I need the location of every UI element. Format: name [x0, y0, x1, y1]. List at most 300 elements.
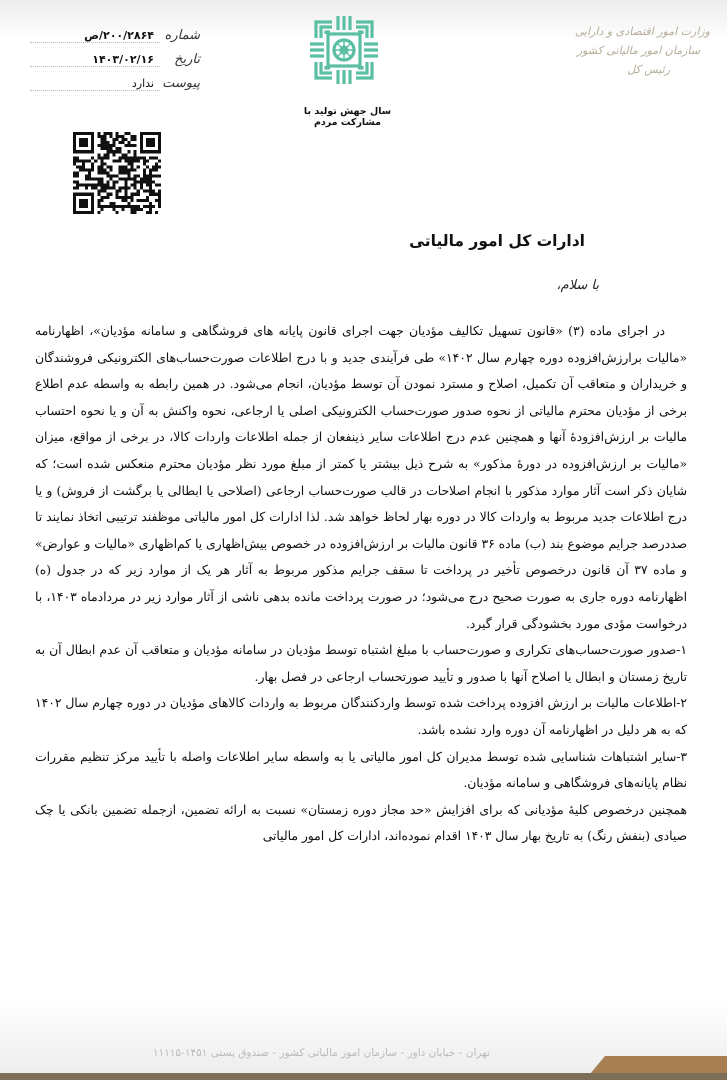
- qr-module: [125, 205, 128, 208]
- qr-module: [103, 187, 106, 190]
- year-slogan: سال جهش تولید با مشارکت مردم: [303, 106, 392, 128]
- qr-module: [106, 156, 109, 159]
- qr-module: [100, 196, 103, 199]
- qr-module: [112, 184, 115, 187]
- qr-module: [122, 135, 125, 138]
- qr-module: [112, 138, 115, 141]
- qr-module: [76, 181, 79, 184]
- qr-module: [103, 132, 106, 135]
- qr-module: [134, 178, 137, 181]
- qr-module: [149, 175, 152, 178]
- qr-module: [82, 159, 85, 162]
- qr-module: [103, 135, 106, 138]
- qr-module: [109, 144, 112, 147]
- qr-module: [152, 193, 155, 196]
- qr-module: [122, 165, 125, 168]
- qr-module: [106, 132, 109, 135]
- letter-number-label: شماره: [164, 28, 200, 43]
- body-paragraph-guarantee: همچنین درخصوص کلیهٔ مؤدیانی که برای افزایش «حد مجاز دوره زمستان» نسبت به ارائه تضمین، ازجمله تضمین بانکی یا چک صیادی (بنفش رنگ) به تاریخ بهار سال ۱۴۰۳ اقدام نموده‌اند، ادارات کل امور مالیاتی: [35, 802, 687, 844]
- qr-module: [91, 156, 94, 159]
- qr-module: [158, 165, 161, 168]
- qr-module: [134, 144, 137, 147]
- qr-module: [103, 184, 106, 187]
- qr-module: [73, 171, 76, 174]
- qr-module: [112, 141, 115, 144]
- qr-module: [112, 144, 115, 147]
- qr-module: [143, 156, 146, 159]
- qr-module: [146, 178, 149, 181]
- qr-module: [149, 184, 152, 187]
- qr-module: [94, 184, 97, 187]
- qr-module: [106, 171, 109, 174]
- qr-module: [100, 156, 103, 159]
- addressee: ادارات کل امور مالیاتی: [409, 232, 585, 250]
- qr-module: [119, 147, 122, 150]
- qr-module: [100, 190, 103, 193]
- qr-module: [103, 171, 106, 174]
- qr-module: [146, 190, 149, 193]
- qr-module: [73, 175, 76, 178]
- qr-module: [100, 144, 103, 147]
- qr-module: [97, 165, 100, 168]
- qr-module: [158, 190, 161, 193]
- qr-module: [76, 171, 79, 174]
- qr-module: [152, 156, 155, 159]
- qr-module: [143, 162, 146, 165]
- qr-module: [128, 159, 131, 162]
- qr-module: [103, 168, 106, 171]
- qr-module: [97, 190, 100, 193]
- qr-module: [158, 193, 161, 196]
- qr-module: [103, 153, 106, 156]
- qr-module: [91, 168, 94, 171]
- qr-module: [134, 181, 137, 184]
- qr-module: [82, 162, 85, 165]
- attachment-value: ندارد: [30, 77, 160, 91]
- qr-module: [119, 135, 122, 138]
- qr-module: [134, 168, 137, 171]
- qr-module: [155, 165, 158, 168]
- qr-module: [100, 181, 103, 184]
- qr-module: [134, 175, 137, 178]
- qr-module: [140, 184, 143, 187]
- qr-module: [122, 141, 125, 144]
- qr-module: [97, 178, 100, 181]
- qr-module: [115, 150, 118, 153]
- qr-module: [155, 199, 158, 202]
- qr-module: [146, 199, 149, 202]
- qr-module: [155, 211, 158, 214]
- qr-module: [106, 141, 109, 144]
- qr-module: [149, 205, 152, 208]
- qr-module: [100, 171, 103, 174]
- qr-module: [85, 175, 88, 178]
- footer-address: تهران - خیابان داور - سازمان امور مالیاتی کشور - صندوق پستی ۱۴۵۱-۱۱۱۱۵: [152, 1047, 490, 1059]
- qr-module: [122, 168, 125, 171]
- qr-module: [100, 138, 103, 141]
- qr-module: [131, 211, 134, 214]
- qr-module: [128, 150, 131, 153]
- qr-module: [134, 138, 137, 141]
- qr-module: [82, 165, 85, 168]
- qr-module: [155, 175, 158, 178]
- qr-module: [152, 175, 155, 178]
- ministry-header: [545, 22, 710, 79]
- qr-module: [158, 202, 161, 205]
- qr-module: [115, 181, 118, 184]
- qr-module: [152, 181, 155, 184]
- qr-module: [112, 175, 115, 178]
- qr-module: [100, 178, 103, 181]
- qr-module: [128, 141, 131, 144]
- qr-module: [149, 211, 152, 214]
- letter-number-row: [30, 28, 200, 52]
- head-line: رئیس کل: [627, 63, 670, 76]
- qr-module: [140, 181, 143, 184]
- qr-module: [119, 171, 122, 174]
- qr-module: [103, 147, 106, 150]
- qr-module: [149, 190, 152, 193]
- qr-module: [103, 144, 106, 147]
- qr-module: [125, 178, 128, 181]
- qr-module: [146, 205, 149, 208]
- qr-module: [122, 178, 125, 181]
- letter-meta: [30, 28, 200, 100]
- qr-module: [140, 178, 143, 181]
- qr-module: [134, 211, 137, 214]
- qr-module: [119, 187, 122, 190]
- qr-module: [122, 138, 125, 141]
- qr-module: [134, 205, 137, 208]
- qr-module: [106, 153, 109, 156]
- qr-module: [152, 168, 155, 171]
- qr-module: [97, 153, 100, 156]
- qr-module: [97, 199, 100, 202]
- qr-module: [134, 187, 137, 190]
- qr-module: [103, 205, 106, 208]
- qr-module: [134, 193, 137, 196]
- qr-module: [125, 190, 128, 193]
- qr-module: [125, 193, 128, 196]
- qr-module: [158, 199, 161, 202]
- qr-module: [103, 196, 106, 199]
- qr-module: [73, 162, 76, 165]
- qr-module: [155, 156, 158, 159]
- qr-module: [146, 181, 149, 184]
- qr-module: [97, 135, 100, 138]
- qr-module: [97, 171, 100, 174]
- qr-module: [158, 159, 161, 162]
- qr-module: [91, 178, 94, 181]
- qr-module: [97, 132, 100, 135]
- qr-module: [106, 196, 109, 199]
- qr-module: [146, 159, 149, 162]
- qr-module: [106, 205, 109, 208]
- qr-module: [94, 187, 97, 190]
- qr-module: [100, 184, 103, 187]
- qr-module: [134, 208, 137, 211]
- qr-module: [100, 135, 103, 138]
- body-item-1: ۱-صدور صورت‌حساب‌های تکراری و صورت‌حساب با مبلغ اشتباه توسط مؤدیان در سامانه مؤدیان و متعاقب آن عدم ابطال آن به تاریخ زمستان و ابطال یا اصلاح آنها با صدور و تأیید صورتحساب ارجاعی در فصل بهار.: [35, 643, 687, 684]
- qr-module: [140, 208, 143, 211]
- qr-module: [134, 153, 137, 156]
- qr-module: [131, 205, 134, 208]
- qr-module: [158, 184, 161, 187]
- qr-module: [140, 199, 143, 202]
- qr-module: [137, 181, 140, 184]
- letter-date-value: ۱۴۰۳/۰۲/۱۶: [30, 53, 160, 67]
- qr-module: [103, 156, 106, 159]
- qr-module: [158, 196, 161, 199]
- qr-module: [115, 205, 118, 208]
- qr-module: [134, 184, 137, 187]
- qr-module: [109, 165, 112, 168]
- qr-module: [122, 171, 125, 174]
- qr-module: [125, 144, 128, 147]
- qr-module: [103, 138, 106, 141]
- qr-module: [85, 187, 88, 190]
- qr-module: [137, 190, 140, 193]
- qr-module: [115, 138, 118, 141]
- qr-module: [100, 141, 103, 144]
- qr-module: [122, 156, 125, 159]
- qr-module: [85, 159, 88, 162]
- greeting: با سلام،: [556, 278, 599, 293]
- qr-module: [137, 193, 140, 196]
- qr-module: [76, 187, 79, 190]
- qr-module: [106, 144, 109, 147]
- qr-module: [82, 168, 85, 171]
- qr-module: [106, 181, 109, 184]
- qr-module: [143, 159, 146, 162]
- qr-module: [122, 205, 125, 208]
- qr-module: [128, 132, 131, 135]
- qr-module: [115, 132, 118, 135]
- qr-module: [82, 184, 85, 187]
- qr-module: [103, 190, 106, 193]
- qr-module: [131, 178, 134, 181]
- organization-line: سازمان امور مالیاتی کشور: [576, 44, 700, 57]
- qr-module: [97, 205, 100, 208]
- qr-module: [109, 175, 112, 178]
- qr-module: [100, 168, 103, 171]
- qr-module: [122, 199, 125, 202]
- qr-module: [73, 156, 76, 159]
- qr-module: [100, 187, 103, 190]
- qr-module: [109, 178, 112, 181]
- qr-module: [137, 208, 140, 211]
- qr-module: [106, 193, 109, 196]
- qr-module: [128, 168, 131, 171]
- qr-module: [109, 147, 112, 150]
- qr-module: [149, 193, 152, 196]
- qr-module: [79, 184, 82, 187]
- qr-module: [88, 159, 91, 162]
- qr-module: [100, 208, 103, 211]
- qr-module: [128, 196, 131, 199]
- qr-module: [97, 211, 100, 214]
- qr-module: [125, 153, 128, 156]
- qr-module: [125, 181, 128, 184]
- qr-module: [128, 156, 131, 159]
- qr-module: [91, 184, 94, 187]
- qr-module: [97, 184, 100, 187]
- qr-module: [106, 187, 109, 190]
- qr-module: [73, 181, 76, 184]
- qr-module: [88, 184, 91, 187]
- qr-module: [100, 162, 103, 165]
- qr-module: [122, 187, 125, 190]
- qr-module: [125, 159, 128, 162]
- qr-module: [94, 159, 97, 162]
- attachment-row: [30, 76, 200, 100]
- qr-module: [103, 162, 106, 165]
- qr-module: [112, 150, 115, 153]
- qr-module: [112, 187, 115, 190]
- qr-module: [131, 168, 134, 171]
- qr-module: [137, 159, 140, 162]
- qr-module: [128, 187, 131, 190]
- qr-module: [88, 171, 91, 174]
- attachment-label: پیوست: [162, 76, 200, 91]
- qr-module: [85, 178, 88, 181]
- qr-module: [119, 190, 122, 193]
- qr-module: [143, 199, 146, 202]
- qr-module: [112, 153, 115, 156]
- qr-module: [131, 184, 134, 187]
- qr-module: [122, 208, 125, 211]
- letter-date-label: تاریخ: [174, 52, 200, 67]
- qr-module: [73, 159, 76, 162]
- qr-module: [73, 187, 76, 190]
- qr-module: [109, 205, 112, 208]
- qr-module: [146, 165, 149, 168]
- letter-body: [35, 318, 687, 850]
- qr-module: [131, 199, 134, 202]
- qr-module: [79, 165, 82, 168]
- qr-module: [128, 171, 131, 174]
- qr-module: [103, 141, 106, 144]
- qr-module: [115, 175, 118, 178]
- qr-module: [88, 175, 91, 178]
- qr-module: [85, 168, 88, 171]
- qr-module: [140, 187, 143, 190]
- qr-module: [109, 135, 112, 138]
- qr-module: [115, 147, 118, 150]
- body-item-3: ۳-سایر اشتباهات شناسایی شده توسط مدیران کل امور مالیاتی یا به واسطه سایر اطلاعات واصله با تأیید مرکز تنظیم مقررات نظام پایانه‌های فروشگاهی و سامانه مؤدیان.: [35, 749, 687, 791]
- qr-module: [152, 190, 155, 193]
- qr-module: [131, 135, 134, 138]
- qr-module: [119, 159, 122, 162]
- qr-module: [115, 193, 118, 196]
- qr-module: [109, 202, 112, 205]
- qr-module: [85, 184, 88, 187]
- qr-module: [119, 150, 122, 153]
- qr-module: [91, 162, 94, 165]
- qr-module: [149, 156, 152, 159]
- qr-module: [76, 165, 79, 168]
- qr-module: [76, 184, 79, 187]
- qr-module: [100, 147, 103, 150]
- qr-module: [109, 132, 112, 135]
- qr-module: [119, 205, 122, 208]
- qr-module: [106, 150, 109, 153]
- qr-module: [149, 187, 152, 190]
- qr-module: [152, 165, 155, 168]
- qr-module: [125, 171, 128, 174]
- qr-module: [109, 150, 112, 153]
- qr-module: [137, 165, 140, 168]
- qr-module: [112, 205, 115, 208]
- qr-module: [115, 135, 118, 138]
- qr-module: [140, 156, 143, 159]
- qr-module: [131, 159, 134, 162]
- qr-module: [119, 156, 122, 159]
- qr-module: [125, 165, 128, 168]
- qr-module: [131, 165, 134, 168]
- qr-module: [137, 199, 140, 202]
- qr-module: [149, 171, 152, 174]
- qr-module: [158, 205, 161, 208]
- qr-module: [149, 208, 152, 211]
- qr-module: [115, 211, 118, 214]
- qr-module: [125, 168, 128, 171]
- qr-module: [100, 205, 103, 208]
- ministry-line: وزارت امور اقتصادی و دارایی: [574, 25, 710, 38]
- qr-module: [119, 141, 122, 144]
- qr-module: [106, 147, 109, 150]
- qr-module: [97, 202, 100, 205]
- qr-module: [155, 162, 158, 165]
- qr-module: [137, 175, 140, 178]
- qr-module: [112, 181, 115, 184]
- qr-module: [76, 159, 79, 162]
- qr-code-icon: [72, 132, 162, 214]
- qr-module: [131, 138, 134, 141]
- qr-module: [143, 205, 146, 208]
- qr-module: [131, 196, 134, 199]
- qr-module: [79, 159, 82, 162]
- qr-module: [112, 202, 115, 205]
- qr-module: [115, 159, 118, 162]
- qr-module: [125, 199, 128, 202]
- qr-module: [143, 171, 146, 174]
- qr-module: [128, 175, 131, 178]
- qr-module: [119, 165, 122, 168]
- qr-module: [119, 168, 122, 171]
- qr-module: [125, 132, 128, 135]
- qr-module: [97, 144, 100, 147]
- qr-module: [79, 168, 82, 171]
- qr-module: [149, 202, 152, 205]
- qr-module: [119, 196, 122, 199]
- qr-module: [143, 178, 146, 181]
- qr-module: [134, 150, 137, 153]
- qr-module: [149, 168, 152, 171]
- qr-module: [91, 187, 94, 190]
- qr-module: [146, 184, 149, 187]
- body-item-2: ۲-اطلاعات مالیات بر ارزش افزوده پرداخت شده توسط واردکنندگان مربوط به واردات کالاهای مؤدیان در دوره چهارم سال ۱۴۰۲ که به هر دلیل در اظهارنامه آن دوره وارد نشده باشد.: [35, 696, 687, 737]
- qr-module: [134, 156, 137, 159]
- qr-module: [155, 184, 158, 187]
- qr-module: [97, 168, 100, 171]
- qr-module: [100, 159, 103, 162]
- qr-module: [131, 208, 134, 211]
- letter-date-row: [30, 52, 200, 76]
- qr-module: [134, 135, 137, 138]
- qr-module: [143, 175, 146, 178]
- qr-module: [106, 184, 109, 187]
